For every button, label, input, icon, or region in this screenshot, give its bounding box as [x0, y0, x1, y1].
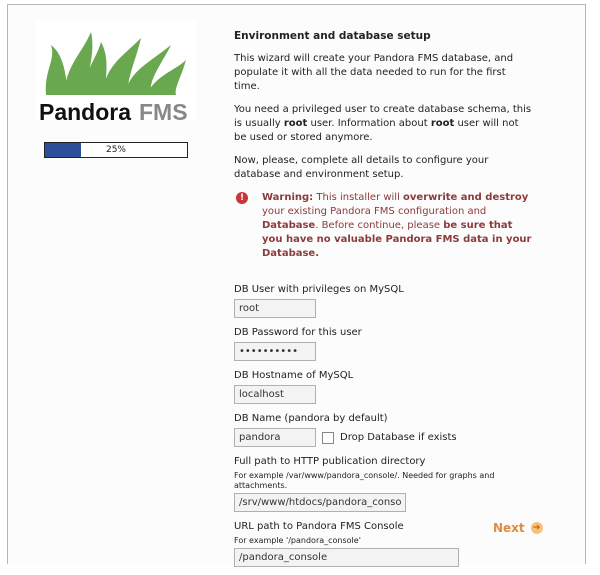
- warning-box: ! Warning: This installer will overwrite and destroy your existing Pandora FMS configuration and Database. Before continue, please be sure that you have no valuable Pandora FMS data in your Database.: [234, 191, 534, 261]
- url-path-input[interactable]: [234, 548, 459, 567]
- page-title: Environment and database setup: [234, 30, 431, 42]
- tentacles-icon: [36, 20, 196, 120]
- db-pass-label: DB Password for this user: [234, 327, 362, 338]
- db-host-input[interactable]: [234, 385, 316, 404]
- next-label: Next: [493, 521, 525, 535]
- intro-text: This wizard will create your Pandora FMS database, and populate it with all the data needed to run for the first time.: [234, 53, 514, 92]
- http-path-input[interactable]: [234, 493, 406, 512]
- url-path-hint: For example '/pandora_console': [234, 536, 361, 545]
- warning-icon: !: [236, 192, 248, 204]
- http-path-label: Full path to HTTP publication directory: [234, 456, 426, 467]
- privileged-text: You need a privileged user to create database schema, this is usually root user. Information about root user will not be used or stored anymore.: [234, 104, 532, 143]
- db-name-input[interactable]: [234, 428, 316, 447]
- logo-text-pandora: Pandora: [39, 99, 132, 120]
- progress-bar: [44, 142, 188, 158]
- db-password-input[interactable]: [234, 342, 316, 361]
- db-name-label: DB Name (pandora by default): [234, 413, 388, 424]
- db-user-label: DB User with privileges on MySQL: [234, 284, 404, 295]
- next-button[interactable]: [493, 521, 543, 535]
- drop-database-label: Drop Database if exists: [340, 431, 457, 443]
- drop-database-checkbox[interactable]: [322, 432, 334, 444]
- setup-content: [234, 29, 534, 575]
- url-path-label: URL path to Pandora FMS Console: [234, 521, 404, 532]
- arrow-right-icon: ➔: [531, 522, 543, 534]
- complete-text: Now, please, complete all details to configure your database and environment setup.: [234, 155, 489, 180]
- db-host-label: DB Hostname of MySQL: [234, 370, 354, 381]
- logo-text-fms: FMS: [139, 99, 188, 120]
- db-user-input[interactable]: [234, 299, 316, 318]
- http-path-hint: For example /var/www/pandora_console/. Needed for graphs and attachments.: [234, 471, 495, 490]
- pandora-logo: [36, 20, 196, 120]
- progress-label: 25%: [105, 145, 126, 155]
